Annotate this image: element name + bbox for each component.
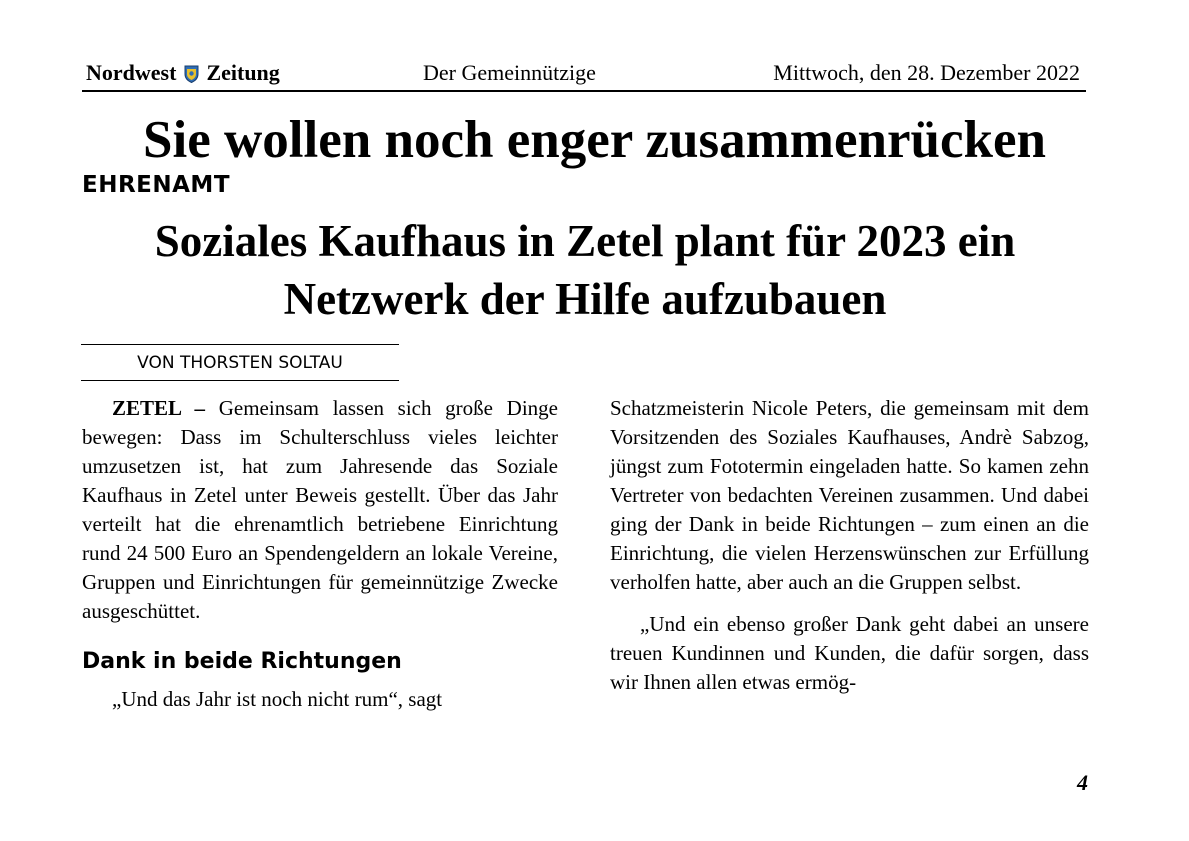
- paragraph: „Und ein ebenso großer Dank geht dabei an unsere treuen Kundinnen und Kunden, die dafür sorgen, dass wir Ihnen allen etwas ermög-: [610, 612, 1089, 694]
- kicker: EHRENAMT: [82, 172, 231, 198]
- dateline: ZETEL –: [112, 396, 206, 420]
- issue-date: Mittwoch, den 28. Dezember 2022: [773, 60, 1080, 85]
- byline: VON THORSTEN SOLTAU: [81, 344, 399, 381]
- paragraph-start: „Und das Jahr ist noch nicht rum“, sagt: [112, 687, 443, 711]
- section-name: Der Gemeinnützige: [423, 60, 596, 85]
- brand-name-right: Zeitung: [206, 60, 280, 85]
- paragraph-continued: Schatzmeisterin Nicole Peters, die gemeinsam mit dem Vorsitzenden des Soziales Kaufhauses, Andrè Sabzog, jüngst zum Fototermin eingeladen hatte. So kamen zehn Vertreter von bedachten Vereinen zusammen. Und dabei ging der Dank in beide Richtungen – zum einen an die Einrichtung, die vielen Herzenswünschen zur Erfüllung verholfen hatte, aber auch an die Gruppen selbst.: [610, 396, 1089, 594]
- intro-paragraph: [82, 394, 558, 626]
- subheadline: Soziales Kaufhaus in Zetel plant für 2023 ein Netzwerk der Hilfe aufzubauen: [154, 216, 1016, 324]
- page-number: 4: [1077, 770, 1088, 795]
- section-subheading: Dank in beide Richtungen: [82, 649, 402, 674]
- masthead: [82, 56, 1086, 92]
- headline: Sie wollen noch enger zusammenrücken: [143, 111, 1046, 169]
- newspaper-crest-icon: [184, 63, 199, 89]
- brand-name-left: Nordwest: [86, 60, 177, 85]
- intro-text: Gemeinsam lassen sich große Dinge bewegen: Dass im Schulterschluss vieles leichter umzusetzen ist, hat zum Jahresende das Soziale Kaufhaus in Zetel unter Beweis gestellt. Über das Jahr verteilt hat die ehrenamtlich betriebene Einrichtung rund 24 500 Euro an Spendengeldern an lokale Vereine, Gruppen und Einrichtungen für gemeinnützige Zwecke ausgeschüttet.: [82, 396, 558, 623]
- article-column-right: [610, 394, 1089, 697]
- newspaper-brand: [86, 60, 280, 89]
- article-column-left: [82, 394, 558, 714]
